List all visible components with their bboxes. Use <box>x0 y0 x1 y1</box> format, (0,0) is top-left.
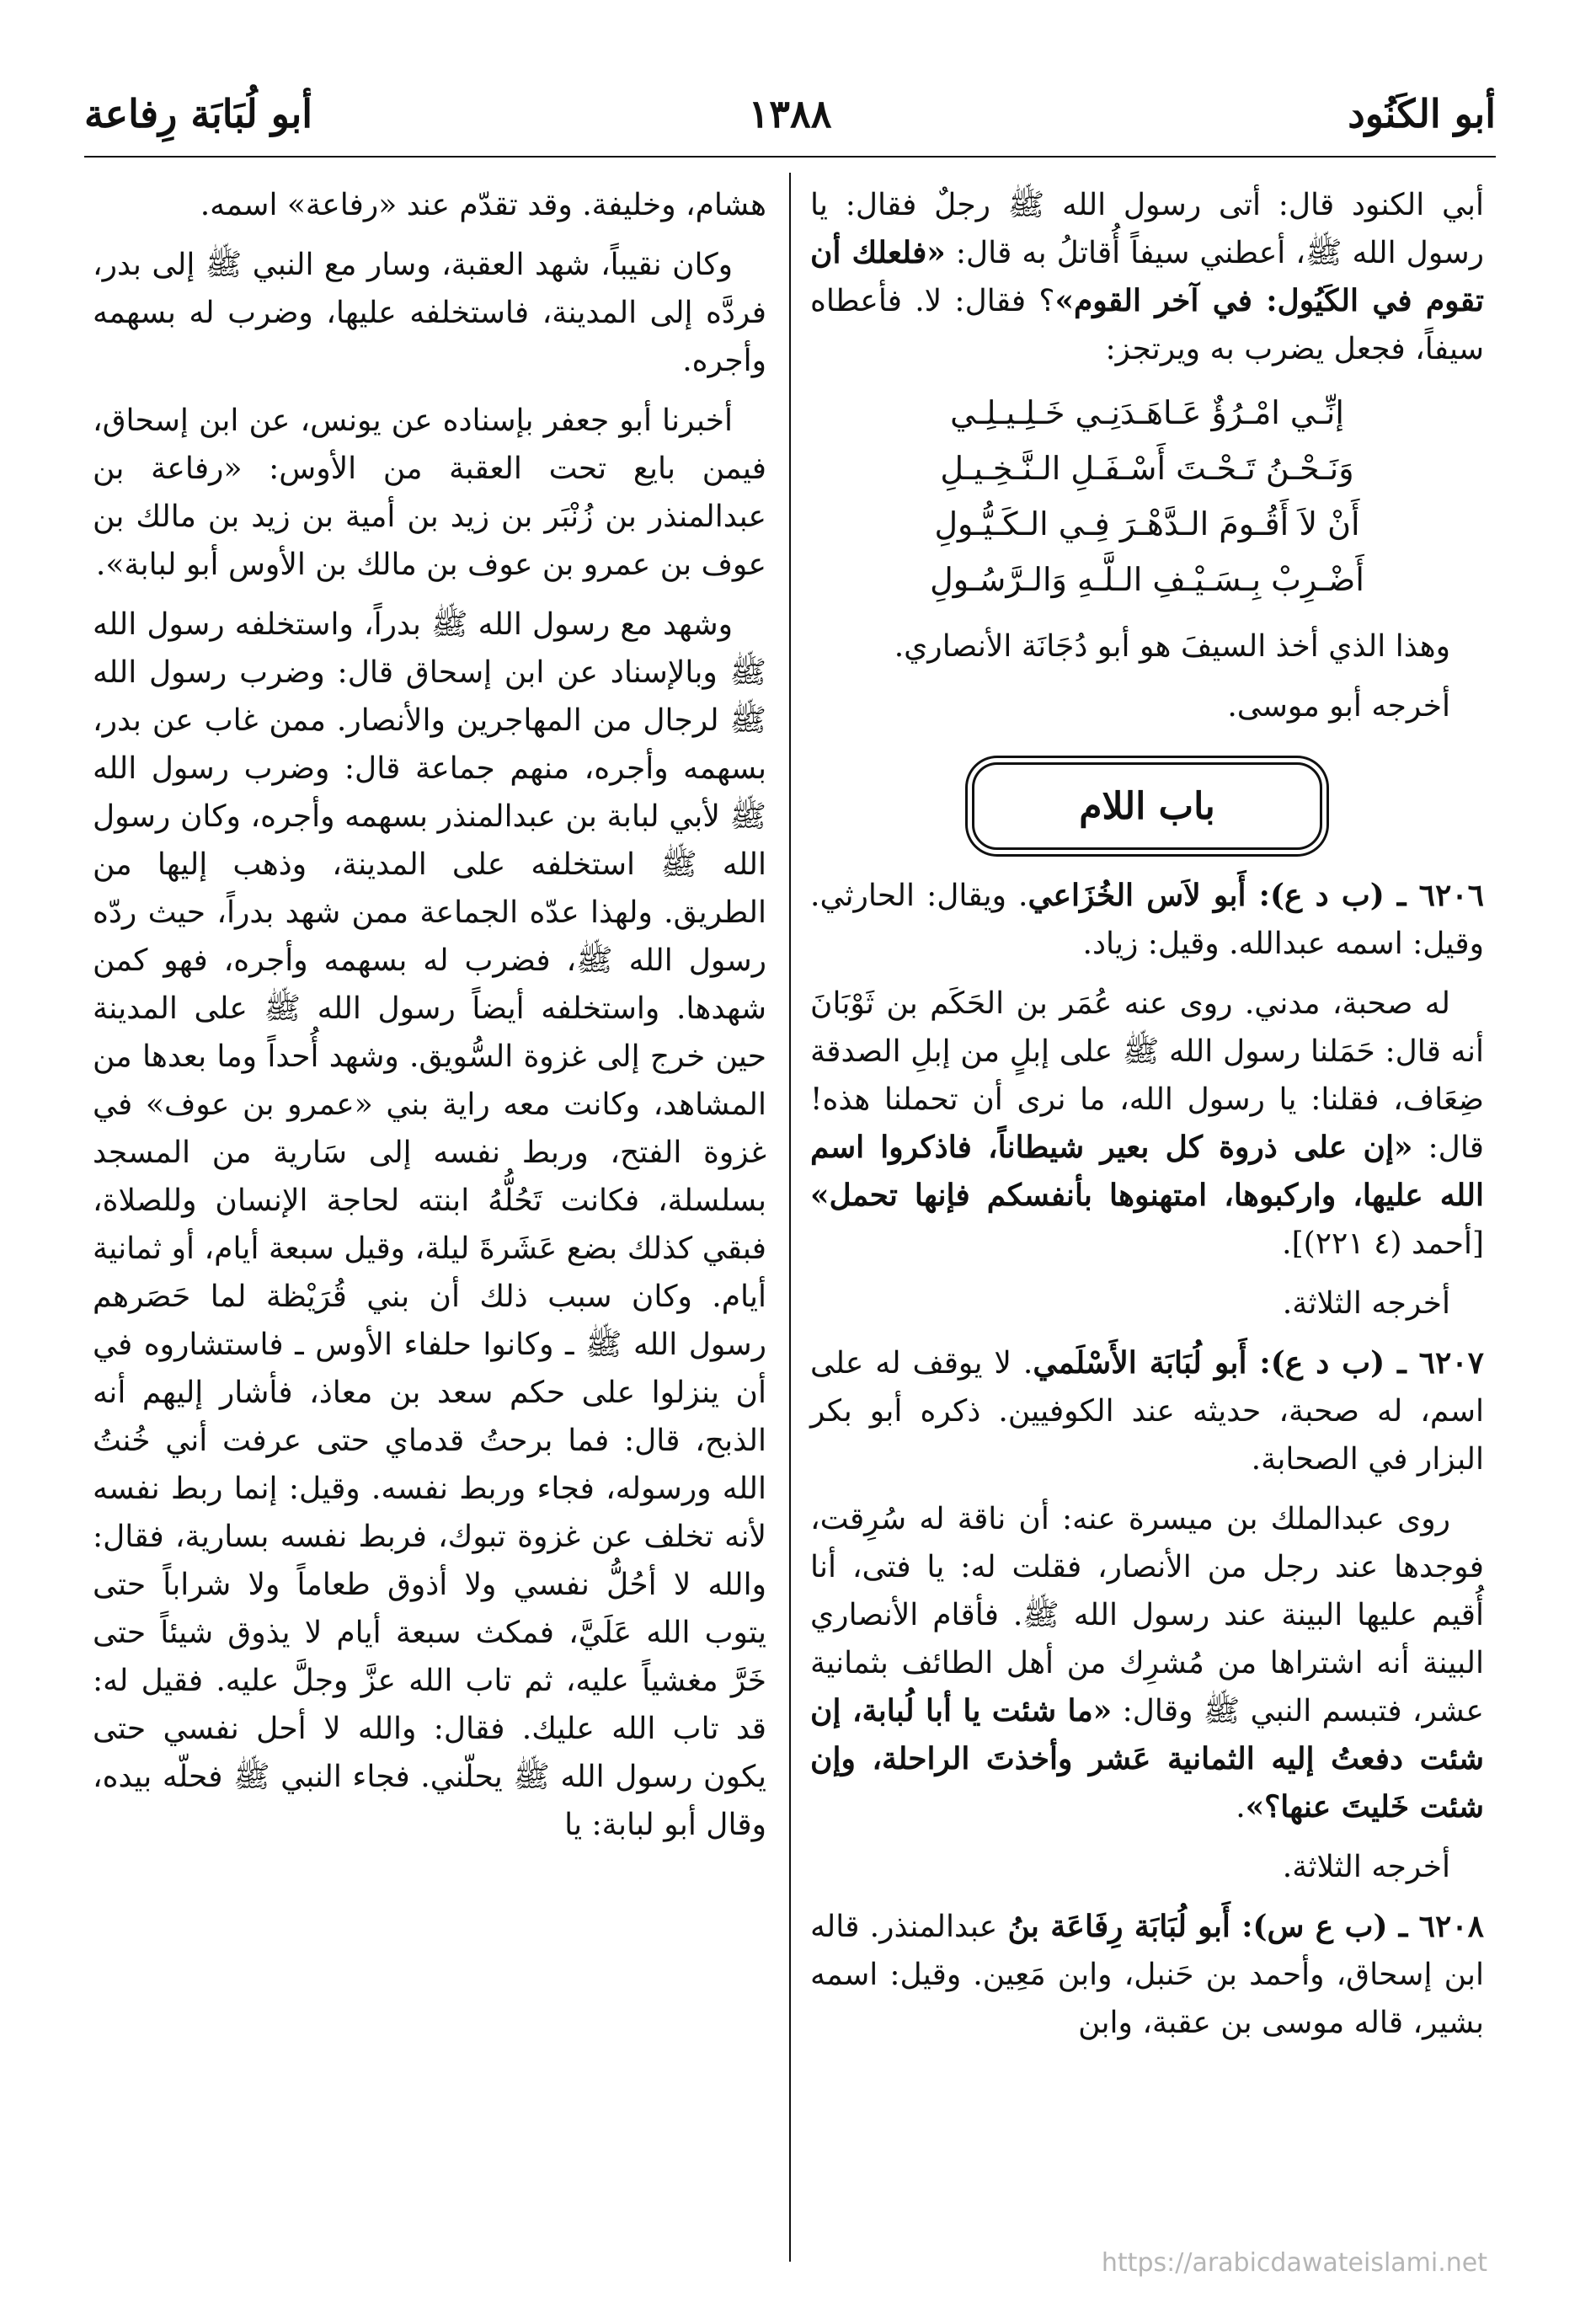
watermark-url: https://arabicdawateislami.net <box>1101 2248 1487 2278</box>
entry-name: أَبو لاَس الخُزَاعي <box>1028 878 1246 913</box>
text-span: . لا يوقف له على اسم، له صحبة، حديثه عند الكوفيين. ذكره أبو بكر البزار في الصحابة. <box>810 1346 1484 1477</box>
hadith-quote: «إن على ذروة كل بعير شيطاناً، فاذكروا اسم الله عليها، واركبوها، امتهنوها بأنفسكم فإنها تحمل» <box>810 1130 1484 1213</box>
entry-code: ـ (ب د ع): <box>1246 878 1419 913</box>
paragraph <box>810 980 1484 1268</box>
text-span: . ويقال: الحارثي. وقيل: اسمه عبدالله. وقيل: زياد. <box>810 879 1484 961</box>
paragraph <box>810 1495 1484 1831</box>
text-span: عبدالمنذر. قاله ابن إسحاق، وأحمد بن حَنبل، وابن مَعِين. وقيل: اسمه بشير، قاله موسى بن عقبة، وابن <box>810 1910 1484 2040</box>
entry-6207 <box>810 1339 1484 1483</box>
paragraph: هشام، وخليفة. وقد تقدّم عند «رفاعة» اسمه. <box>200 188 766 222</box>
chapter-title: باب اللام <box>1079 784 1215 828</box>
page-header <box>84 80 1496 147</box>
reference: [أحمد (٤ ٢٢١)]. <box>1282 1226 1484 1261</box>
paragraph: وكان نقيباً، شهد العقبة، وسار مع النبي ﷺ إلى بدر، فردَّه إلى المدينة، فاستخلفه عليها، وضرب له بسهمه وأجره. <box>93 248 766 378</box>
paragraph: وشهد مع رسول الله ﷺ بدراً، واستخلفه رسول الله ﷺ وبالإسناد عن ابن إسحاق قال: وضرب رسول الله ﷺ لرجال من المهاجرين والأنصار. ممن غاب عن بدر، بسهمه وأجره، منهم جماعة قال: وضرب رسول الله ﷺ لأبي لبابة بن عبدالمنذر بسهمه وأجره، وكان رسول الله ﷺ استخلفه على المدينة، وذهب إليها من الطريق. ولهذا عدّه الجماعة ممن شهد بدراً، حيث ردّه رسول الله ﷺ، فضرب له بسهمه وأجره، فهو كمن شهدها. واستخلفه أيضاً رسول الله ﷺ على المدينة حين خرج إلى غزوة السُّويق. وشهد أُحداً وما بعدها من المشاهد، وكانت معه راية بني «عمرو بن عوف» في غزوة الفتح، وربط نفسه إلى سَارية من المسجد بسلسلة، فكانت تَحُلُّهُ ابنته لحاجة الإنسان وللصلاة، فبقي كذلك بضع عَشَرةَ ليلة، وقيل سبعة أيام، أو ثمانية أيام. وكان سبب ذلك أن بني قُرَيْظة لما حَصَرهم رسول الله ﷺ ـ وكانوا حلفاء الأوس ـ فاستشاروه في أن ينزلوا على حكم سعد بن معاذ، فأشار إليهم أنه الذبح، قال: فما برحتُ قدماي حتى عرفت أني خُنتُ الله ورسوله، فجاء وربط نفسه. وقيل: إنما ربط نفسه لأنه تخلف عن غزوة تبوك، فربط نفسه بسارية، فقال: والله لا أحُلُّ نفسي ولا أذوق طعاماً ولا شراباً حتى يتوب الله عَلَيَّ، فمكث سبعة أيام لا يذوق شيئاً حتى خَرَّ مغشياً عليه، ثم تاب الله عزَّ وجلَّ عليه. فقيل له: قد تاب الله عليك. فقال: والله لا أحل نفسي حتى يكون رسول الله ﷺ يحلّني. فجاء النبي ﷺ فحلّه بيده، وقال أبو لبابة: يا <box>93 607 767 1842</box>
entry-code: ـ (ب د ع): <box>1246 1345 1419 1381</box>
page-number: ١٣٨٨ <box>748 91 832 136</box>
entry-6208 <box>810 1903 1484 2047</box>
column-divider <box>789 173 791 2262</box>
right-column <box>810 181 1484 2059</box>
running-title-left: أبو لُبَابَة رِفاعة <box>84 91 313 136</box>
text-span: أبي الكنود قال: أتى رسول الله ﷺ رجلٌ فقال: يا رسول الله ﷺ، أعطني سيفاً أُقاتلُ به قال: <box>810 188 1484 270</box>
entry-name: أَبو لُبَابَة الأَسْلَمي <box>1033 1345 1247 1381</box>
hadith-quote: «فلعلك أن تقوم في الكَيُول: في آخر القوم» <box>810 235 1484 318</box>
text-span: . <box>1236 1790 1246 1824</box>
hadith-quote: «ما شئت يا أبا لُبابة، إن شئت دفعتُ إليه الثمانية عَشر وأخذتَ الراحلة، وإن شئت خَليتَ عنها؟» <box>810 1693 1484 1824</box>
verse-line: أَضْـرِبْ بِـسَـيْـفِ الـلَّـهِ وَالـرَّسُـولِ <box>930 561 1364 598</box>
entry-6206 <box>810 872 1484 968</box>
header-divider <box>84 156 1496 158</box>
paragraph: أخرجه الثلاثة. <box>1282 1850 1450 1884</box>
text-span: ؟ فقال: لا. فأعطاه سيفاً، فجعل يضرب به ويرتجز: <box>810 284 1484 366</box>
entry-code: ـ (ب ع س): <box>1230 1909 1419 1944</box>
entry-number: ٦٢٠٨ <box>1418 1909 1485 1944</box>
paragraph: أخرجه أبو موسى. <box>1227 689 1450 724</box>
paragraph: أخرجه الثلاثة. <box>1282 1286 1450 1321</box>
chapter-heading <box>972 762 1322 850</box>
verse-line: إنِّـي امْـرُؤٌ عَـاهَـدَنِـي خَـلِـيـلِـي <box>950 394 1344 431</box>
paragraph: أخبرنا أبو جعفر بإسناده عن يونس، عن ابن إسحاق، فيمن بايع تحت العقبة من الأوس: «رفاعة بن عبدالمنذر بن زُنْبَر بن زيد بن أمية بن زيد بن مالك بن عوف بن عمرو بن عوف بن مالك بن الأوس أبو لبابة». <box>93 403 766 582</box>
left-column <box>93 181 766 1861</box>
text-span: له صحبة، مدني. روى عنه عُمَر بن الحَكَم بن ثَوْبَانَ أنه قال: حَمَلنا رسول الله ﷺ على إبلٍ من إبلِ الصدقة ضِعَاف، فقلنا: يا رسول الله، ما نرى أن تحملنا هذه! قال: <box>810 986 1484 1165</box>
entry-number: ٦٢٠٦ <box>1418 878 1484 913</box>
entry-number: ٦٢٠٧ <box>1418 1345 1484 1381</box>
poem <box>810 385 1484 607</box>
verse-line: وَنَـحْـنُ تَـحْـتَ أَسْـفَـلِ الـنَّـخِـيـلِ <box>940 450 1354 487</box>
entry-name: أَبو لُبَابَة رِفَاعَة بنُ <box>1007 1909 1230 1944</box>
text-span: روى عبدالملك بن ميسرة عنه: أن ناقة له سُرِقت، فوجدها عند رجل من الأنصار، فقلت له: يا فتى، أنا أُقيم عليها البينة عند رسول الله ﷺ. فأقام الأنصاري البينة أنه اشتراها من مُشرِك من أهل الطائف بثمانية عشر، فتبسم النبي ﷺ وقال: <box>810 1502 1485 1728</box>
running-title-right: أبو الكَنُود <box>1348 91 1496 136</box>
paragraph <box>810 181 1484 373</box>
verse-line: أَنْ لاَ أَقُـومَ الـدَّهْـرَ فِـي الـكَـيُّـولِ <box>934 505 1360 542</box>
paragraph: وهذا الذي أخذ السيفَ هو أبو دُجَانَة الأنصاري. <box>894 629 1450 664</box>
